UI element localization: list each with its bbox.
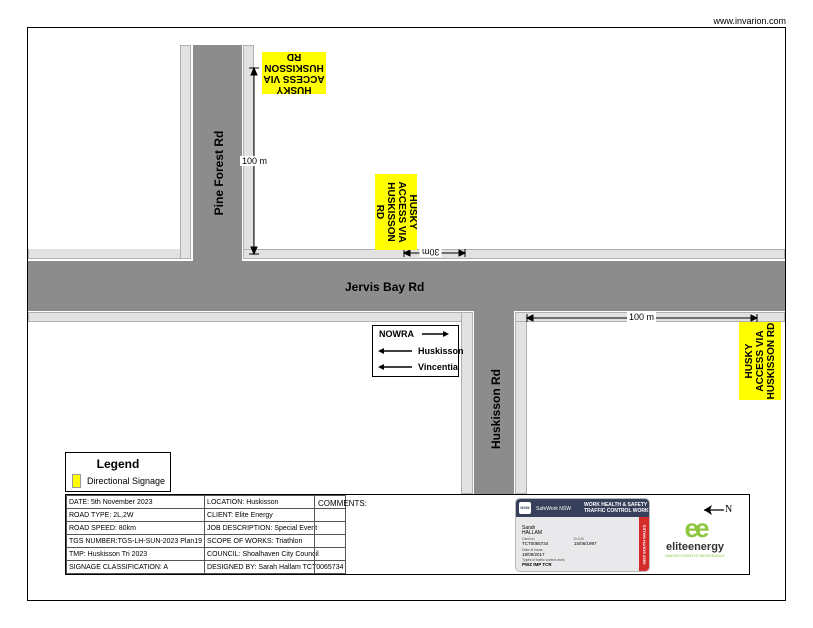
comments-box <box>314 495 512 574</box>
legend-item-label: Directional Signage <box>87 476 166 486</box>
card-header <box>516 499 649 517</box>
card-issue-label: Date of Issue <box>522 548 543 552</box>
card-title-2: TRAFFIC CONTROL WORK <box>584 508 649 514</box>
arrow-right-icon <box>422 330 450 338</box>
direction-row-huskisson: Huskisson <box>378 346 464 356</box>
info-scope: SCOPE OF WORKS: Triathlon <box>205 535 346 548</box>
arrow-left-icon <box>378 363 412 371</box>
card-issue-date: 19/09/2017 <box>522 552 545 557</box>
safework-card <box>515 498 650 572</box>
logo-name: eliteenergy <box>665 541 725 553</box>
card-dob: 15/06/1997 <box>574 541 597 546</box>
direction-row-vincentia: Vincentia <box>378 362 458 372</box>
info-job-description: JOB DESCRIPTION: Special Event <box>205 522 346 535</box>
dim-label-jervis-100m: 100 m <box>629 312 655 322</box>
direction-row-nowra: NOWRA <box>379 329 450 339</box>
card-no-label: Card no <box>522 537 535 541</box>
direction-panel <box>372 325 464 377</box>
directional-sign-swatch-icon <box>72 474 81 488</box>
info-signage-class: SIGNAGE CLASSIFICATION: A <box>67 561 205 574</box>
north-label: N <box>725 504 733 515</box>
logo-tagline: MAKING EVENTS MEMORABLE <box>665 553 725 558</box>
dim-label-jervis-30m: 30m <box>422 247 440 257</box>
info-tmp: TMP: Huskisson Tri 2023 <box>67 548 205 561</box>
card-no: TCT0065734 <box>522 541 549 546</box>
info-date: DATE: 5th November 2023 <box>67 496 205 509</box>
card-name-2: HALLAM <box>522 530 543 536</box>
card-strip: NEW SOUTH WALES <box>639 517 649 572</box>
dim-label-pine-forest: 100 m <box>242 156 268 166</box>
road-name-huskisson: Huskisson Rd <box>489 369 503 450</box>
card-types-label: Types of traffic control work <box>522 558 565 562</box>
comments-label: COMMENTS: <box>318 499 367 508</box>
site-url: www.invarion.com <box>713 16 786 26</box>
info-tgs-number: TGS NUMBER:TGS-LH-SUN-2023 Plan19 <box>67 535 205 548</box>
road-name-pine-forest: Pine Forest Rd <box>212 130 226 216</box>
elite-energy-logo-icon: ee <box>684 513 706 543</box>
info-client: CLIENT: Elite Energy <box>205 509 346 522</box>
info-block <box>65 494 750 575</box>
legend <box>65 452 171 492</box>
info-road-speed: ROAD SPEED: 80km <box>67 522 205 535</box>
card-title-1: WORK HEALTH & SAFETY <box>584 502 648 508</box>
sign-husky-top: HUSKY ACCESS VIA HUSKISSON RD <box>263 51 325 95</box>
card-types: PWZ IMP TCR <box>522 562 552 567</box>
sign-husky-right: HUSKY ACCESS VIA HUSKISSON RD <box>739 322 781 400</box>
elite-energy-logo <box>660 515 730 571</box>
card-name-1: Sarah <box>522 525 536 531</box>
nsw-logo-icon: NSW <box>519 502 531 514</box>
info-location: LOCATION: Huskisson <box>205 496 346 509</box>
road-name-jervis-bay: Jervis Bay Rd <box>345 280 425 294</box>
card-issuer: SafeWork NSW <box>536 506 571 512</box>
legend-title: Legend <box>96 457 140 471</box>
sign-husky-middle: HUSKY ACCESS VIA HUSKISSON RD <box>375 174 417 250</box>
info-council: COUNCIL: Shoalhaven City Council <box>205 548 346 561</box>
info-designed-by: DESIGNED BY: Sarah Hallam TCT0065734 <box>205 561 346 574</box>
info-road-type: ROAD TYPE: 2L,2W <box>67 509 205 522</box>
arrow-left-icon <box>378 347 412 355</box>
card-dob-label: D.O.B <box>574 537 584 541</box>
info-table <box>66 495 346 574</box>
